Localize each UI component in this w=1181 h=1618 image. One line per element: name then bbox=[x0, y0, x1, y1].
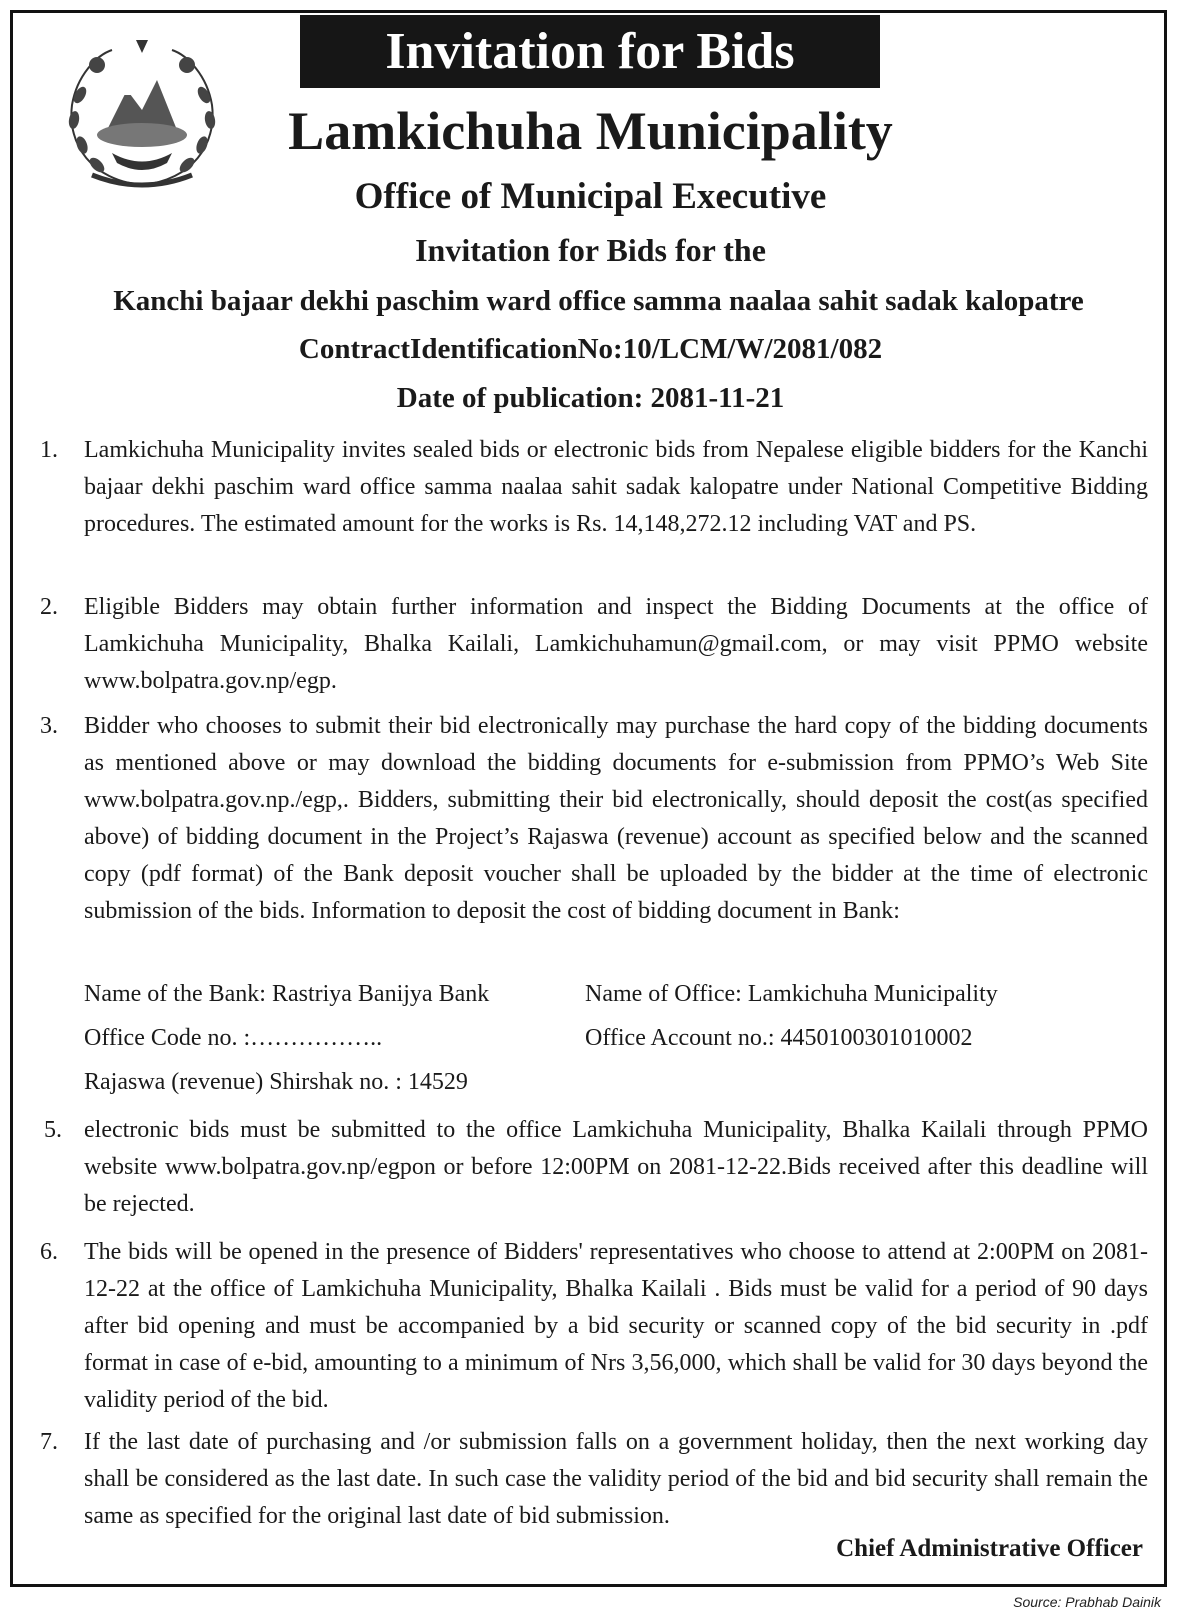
item-number: 2. bbox=[40, 594, 58, 620]
list-item bbox=[30, 1424, 1148, 1535]
list-item bbox=[30, 1112, 1148, 1223]
item-text: If the last date of purchasing and /or submission falls on a government holiday, then the next working day shall be considered as the last date. In such case the validity period of the bid and bid security shall remain the same as specified for the original last date of bid submission. bbox=[84, 1429, 1148, 1529]
item-number: 7. bbox=[40, 1429, 58, 1455]
bank-name: Name of the Bank: Rastriya Banijya Bank bbox=[84, 981, 490, 1007]
office-name: Office of Municipal Executive bbox=[354, 176, 827, 217]
item-text: Lamkichuha Municipality invites sealed bids or electronic bids from Nepalese eligible bidders for the Kanchi bajaar dekhi paschim ward office samma naalaa sahit sadak kalopatre under National Competitive Bidding procedures. The estimated amount for the works is Rs. 14,148,272.12 including VAT and PS. bbox=[84, 437, 1148, 537]
list-item bbox=[30, 1234, 1148, 1419]
signature: Chief Administrative Officer bbox=[836, 1535, 1143, 1562]
publication-date: Date of publication: 2081-11-21 bbox=[396, 382, 785, 414]
item-number: 6. bbox=[40, 1239, 58, 1265]
banner-title: Invitation for Bids bbox=[300, 15, 880, 88]
invitation-subtitle: Invitation for Bids for the bbox=[415, 232, 766, 268]
contract-id: ContractIdentificationNo:10/LCM/W/2081/082 bbox=[298, 333, 883, 365]
item-number: 3. bbox=[40, 713, 58, 739]
project-title: Kanchi bajaar dekhi paschim ward office samma naalaa sahit sadak kalopatre bbox=[113, 285, 1084, 317]
item-text: Bidder who chooses to submit their bid electronically may purchase the hard copy of the bidding documents as mentioned above or may download the bidding documents for e-submission from PPMO’s Web Site www.bolpatra.gov.np./egp,. Bidders, submitting their bid electronically, should deposit the cost(as specified above) of bidding document in the Project’s Rajaswa (revenue) account as specified below and the scanned copy (pdf format) of the Bank deposit voucher shall be uploaded by the bidder at the time of electronic submission of the bids. Information to deposit the cost of bidding document in Bank: bbox=[84, 713, 1148, 924]
source-credit: Source: Prabhab Dainik bbox=[1013, 1594, 1161, 1610]
list-item bbox=[30, 589, 1148, 700]
list-item bbox=[30, 432, 1148, 543]
list-item bbox=[30, 708, 1148, 930]
item-text: Eligible Bidders may obtain further information and inspect the Bidding Documents at the office of Lamkichuha Municipality, Bhalka Kailali, Lamkichuhamun@gmail.com, or may visit PPMO website www.bolpatra.gov.np/egp. bbox=[84, 594, 1148, 694]
bank-office-code: Office Code no. :…………….. bbox=[84, 1025, 383, 1051]
bank-office-account: Office Account no.: 4450100301010002 bbox=[585, 1025, 973, 1051]
bank-office-name: Name of Office: Lamkichuha Municipality bbox=[585, 981, 998, 1007]
municipality-name: Lamkichuha Municipality bbox=[288, 101, 893, 161]
item-text: The bids will be opened in the presence of Bidders' representatives who choose to attend at 2:00PM on 2081-12-22 at the office of Lamkichuha Municipality, Bhalka Kailali . Bids must be valid for a period of 90 days after bid opening and must be accompanied by a bid security or scanned copy of the bid security in .pdf format in case of e-bid, amounting to a minimum of Nrs 3,56,000, which shall be valid for 30 days beyond the validity period of the bid. bbox=[84, 1239, 1148, 1413]
item-text: electronic bids must be submitted to the office Lamkichuha Municipality, Bhalka Kailali through PPMO website www.bolpatra.gov.np/egpon or before 12:00PM on 2081-12-22.Bids received after this deadline will be rejected. bbox=[84, 1117, 1148, 1217]
item-number: 1. bbox=[40, 437, 58, 463]
bank-rajaswa: Rajaswa (revenue) Shirshak no. : 14529 bbox=[84, 1069, 468, 1095]
item-number: 5. bbox=[44, 1117, 62, 1143]
